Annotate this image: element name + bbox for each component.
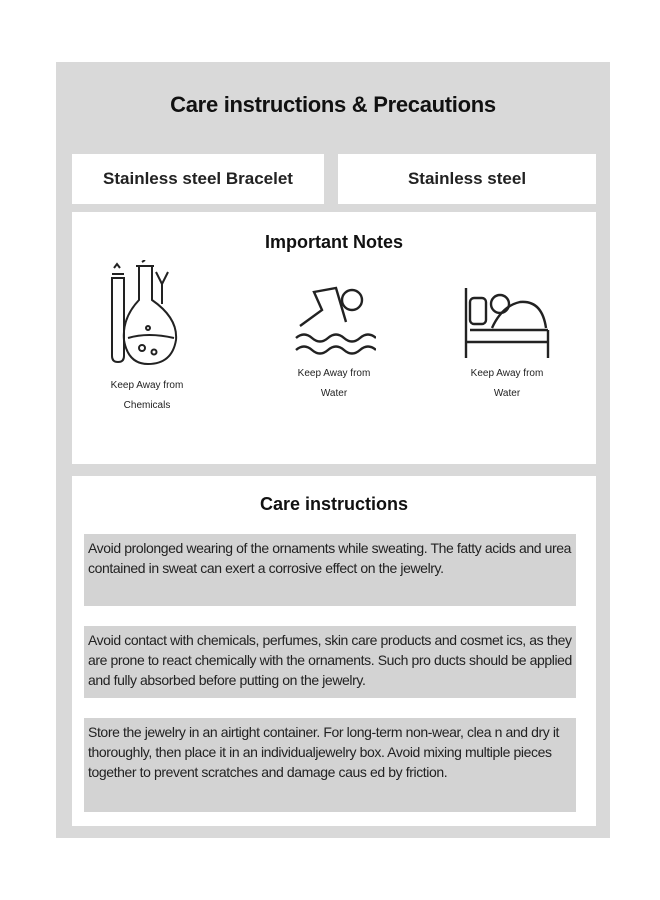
- bed-icon: [462, 284, 552, 360]
- note-label: Keep Away from Chemicals: [110, 380, 184, 411]
- product-material: Stainless steel: [338, 154, 596, 204]
- product-name: Stainless steel Bracelet: [72, 154, 324, 204]
- note-water-swim: [269, 282, 399, 404]
- care-paragraph: Avoid contact with chemicals, perfumes, skin care products and cosmet ics, as they are prone to react chemically with the ornaments. Such pro ducts should be applied and fully absorbed before putting on the jewelry.: [84, 626, 576, 698]
- note-chemicals: [82, 260, 212, 416]
- note-label: Keep Away from Water: [470, 368, 544, 399]
- care-paragraph: Avoid prolonged wearing of the ornaments while sweating. The fatty acids and urea contained in sweat can exert a corrosive effect on the jewelry.: [84, 534, 576, 606]
- important-notes-section: [72, 212, 596, 464]
- note-label: Keep Away from Water: [297, 368, 371, 399]
- important-notes-title: Important Notes: [264, 232, 403, 252]
- swimming-icon: [292, 282, 376, 360]
- note-water-bed: [442, 284, 572, 404]
- care-card: [56, 62, 610, 838]
- care-instructions-title: Care instructions: [259, 494, 409, 514]
- chemicals-icon: [102, 260, 192, 372]
- page-title: Care instructions & Precautions: [170, 92, 496, 117]
- care-instructions-section: [72, 476, 596, 826]
- care-paragraph: Store the jewelry in an airtight container. For long-term non-wear, clea n and dry it thoroughly, then place it in an individualjewelry box. Avoid mixing multiple pieces together to prevent scratches and damage caus ed by friction.: [84, 718, 576, 812]
